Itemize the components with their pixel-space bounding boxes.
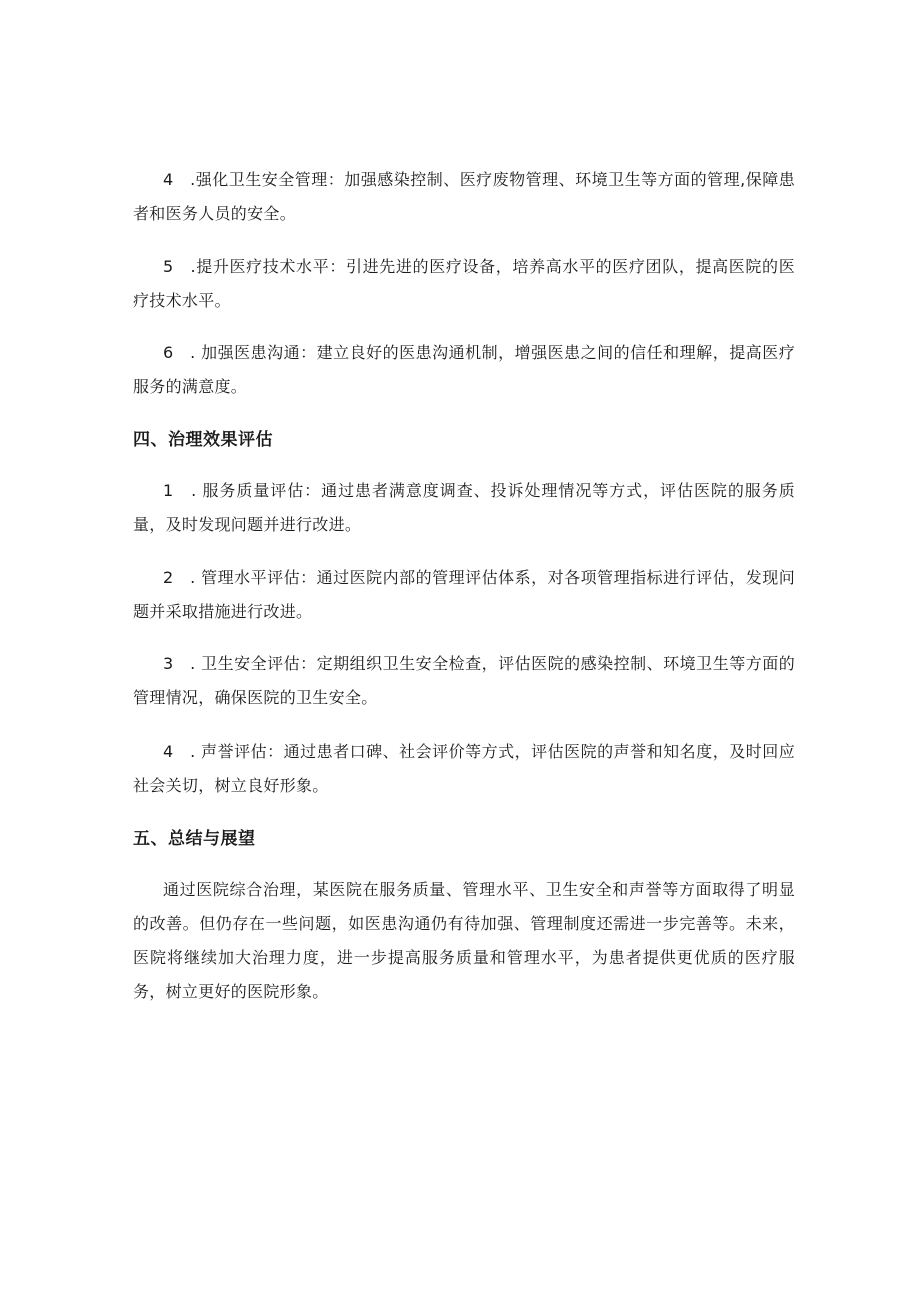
section-heading-summary: 五、总结与展望 [133,829,256,849]
list-item-management-level: 2 . 管理水平评估：通过医院内部的管理评估体系，对各项管理指标进行评估，发现问题并采取措施进行改进。 [133,568,795,621]
list-item-service-quality: 1 . 服务质量评估：通过患者满意度调查、投诉处理情况等方式，评估医院的服务质量，及时发现问题并进行改进。 [133,481,795,534]
summary-paragraph: 通过医院综合治理，某医院在服务质量、管理水平、卫生安全和声誉等方面取得了明显的改善。但仍存在一些问题，如医患沟通仍有待加强、管理制度还需进一步完善等。未来，医院将继续加大治理力度，进一步提高服务质量和管理水平，为患者提供更优质的医疗服务，树立更好的医院形象。 [133,880,795,1001]
list-item-hygiene-safety: 4 .强化卫生安全管理：加强感染控制、医疗废物管理、环境卫生等方面的管理,保障患者和医务人员的安全。 [133,170,795,223]
list-item-doctor-patient-communication: 6 . 加强医患沟通：建立良好的医患沟通机制，增强医患之间的信任和理解，提高医疗服务的满意度。 [133,343,795,396]
list-item-medical-tech: 5 .提升医疗技术水平：引进先进的医疗设备，培养高水平的医疗团队，提高医院的医疗技术水平。 [133,257,795,310]
list-item-reputation: 4 . 声誉评估：通过患者口碑、社会评价等方式，评估医院的声誉和知名度，及时回应社会关切，树立良好形象。 [133,742,795,795]
section-heading-evaluation: 四、治理效果评估 [133,430,273,450]
list-item-hygiene-evaluation: 3 . 卫生安全评估：定期组织卫生安全检查，评估医院的感染控制、环境卫生等方面的管理情况，确保医院的卫生安全。 [133,654,795,707]
